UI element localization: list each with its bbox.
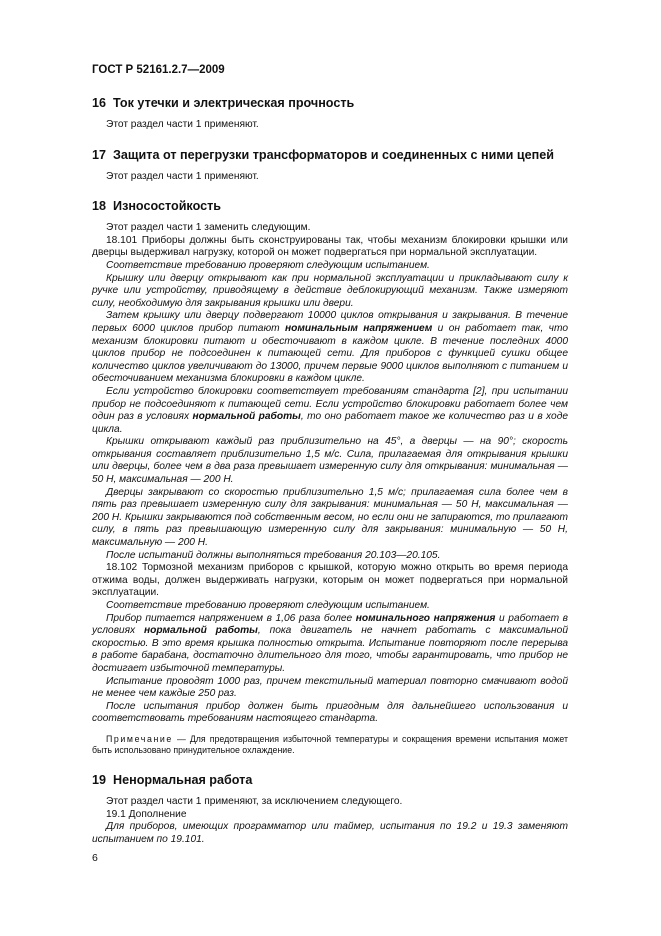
section-number: 16 [92, 96, 107, 110]
test-paragraph: Прибор питается напряжением в 1,06 раза более номинального напряжения и работает в условиях нормальной работы, пока двигатель не начнет работать с максимальной скоростью. В это время крышка полностью открыта. Испытание повторяют после перерыва в работе барабана, достаточно длительного для того, чтобы гарантировать, что прибор не достигает избыточной температуры. [92, 612, 569, 674]
test-paragraph: После испытаний должны выполняться требования 20.103—20.105. [106, 549, 441, 561]
note-text: — Для предотвращения избыточной температуры и сокращения времени испытания может быть использовано принудительное охлаждение. [92, 733, 568, 756]
paragraph: Этот раздел части 1 применяют. [106, 170, 259, 182]
page-number: 6 [92, 852, 98, 864]
compliance-text: Соответствие требованию проверяют следующим испытанием. [106, 259, 430, 271]
clause-18-102: 18.102 Тормозной механизм приборов с крышкой, которую можно открыть во время периода отжима воды, должен выдерживать нагрузки, которым он может подвергаться при нормальной эксплуатации. [92, 562, 568, 599]
note-label: Примечание [106, 733, 173, 744]
section-16-heading [92, 96, 568, 111]
test-paragraph: Испытание проводят 1000 раз, причем текстильный материал повторно смачивают водой не менее чем каждые 250 раз. [92, 675, 568, 700]
clause-19-1: 19.1 Дополнение [106, 808, 187, 820]
test-paragraph: Дверцы закрывают со скоростью приблизительно 1,5 м/с; прилагаемая сила более чем в пять раз превышает измеренную силу для закрывания: минимальная — 50 Н, максимальная — 200 Н. Крышки закрываются под собственным весом, но если они не запираются, то прилагают силу, в пять раз превышающую измеренную силу для закрывания: минимальную — 50 Н, максимальную — 200 Н. [92, 486, 568, 549]
test-paragraph: Крышку или дверцу открывают как при нормальной эксплуатации и прикладывают силу к ручке или устройству, приводящему в действие деблокирующий механизм. Также измеряют силу, необходимую для закрывания крышки или двери. [92, 272, 568, 309]
test-paragraph: После испытания прибор должен быть пригодным для дальнейшего использования и соответствовать требованиям настоящего стандарта. [92, 700, 568, 725]
clause-18-101: 18.101 Приборы должны быть сконструированы так, чтобы механизм блокировки крышки или дверцы выдерживал нагрузку, которой он может подвергаться при нормальной эксплуатации. [92, 234, 568, 259]
test-paragraph: Если устройство блокировки соответствует требованиям стандарта [2], при испытании прибор не подсоединяют к питающей сети. Если устройство блокировки работает более чем один раз в условиях нормальной работы, то оно работает такое же количество раз и в ходе цикла. [92, 385, 568, 435]
section-number: 18 [92, 199, 107, 214]
paragraph: Этот раздел части 1 применяют. [106, 119, 259, 130]
section-title: Ненормальная работа [113, 772, 253, 787]
note [92, 734, 568, 757]
paragraph: Этот раздел части 1 заменить следующим. [106, 222, 311, 234]
term-normal-operation: нормальной работы [192, 411, 301, 423]
section-title: Износостойкость [113, 199, 222, 214]
term-rated-voltage: номинального напряжения [355, 612, 496, 624]
term-rated-voltage: номинальным напряжением [285, 322, 433, 334]
document-body [92, 96, 568, 846]
section-number: 17 [92, 147, 107, 162]
section-18-heading [92, 199, 568, 214]
document-header: ГОСТ Р 52161.2.7—2009 [92, 64, 225, 76]
paragraph: Этот раздел части 1 применяют, за исключением следующего. [106, 795, 403, 807]
section-title: Защита от перегрузки трансформаторов и соединенных с ними цепей [113, 147, 555, 162]
compliance-text: Соответствие требованию проверяют следующим испытанием. [106, 600, 430, 611]
section-17-heading [92, 148, 568, 163]
section-19-heading [92, 773, 568, 788]
test-paragraph: Крышки открывают каждый раз приблизительно на 45°, а дверцы — на 90°; скорость открывания составляет приблизительно 1,5 м/с. Сила, прилагаемая для открывания крышки или дверцы, более чем в два раза превышает измеренную силу для открывания: минимальная — 50 Н, максимальная — 200 Н. [92, 436, 568, 486]
test-paragraph: Затем крышку или дверцу подвергают 10000 циклов открывания и закрывания. В течение первых 6000 циклов прибор питают номинальным напряжением и он работает так, что механизм блокировки питают и обесточивают в каждом цикле. В течение последних 4000 циклов прибор не подсоединен к питающей сети. Для приборов с функцией сушки общее количество циклов увеличивают до 13000, причем первые 9000 циклов выполняют с питанием и обесточиванием механизма блокировки в каждом цикле. [92, 310, 568, 385]
term-normal-operation: нормальной работы [144, 625, 258, 637]
section-number: 19 [92, 772, 107, 787]
test-paragraph: Для приборов, имеющих программатор или таймер, испытания по 19.2 и 19.3 заменяют испытанием по 19.101. [92, 821, 568, 845]
section-title: Ток утечки и электрическая прочность [113, 96, 355, 110]
